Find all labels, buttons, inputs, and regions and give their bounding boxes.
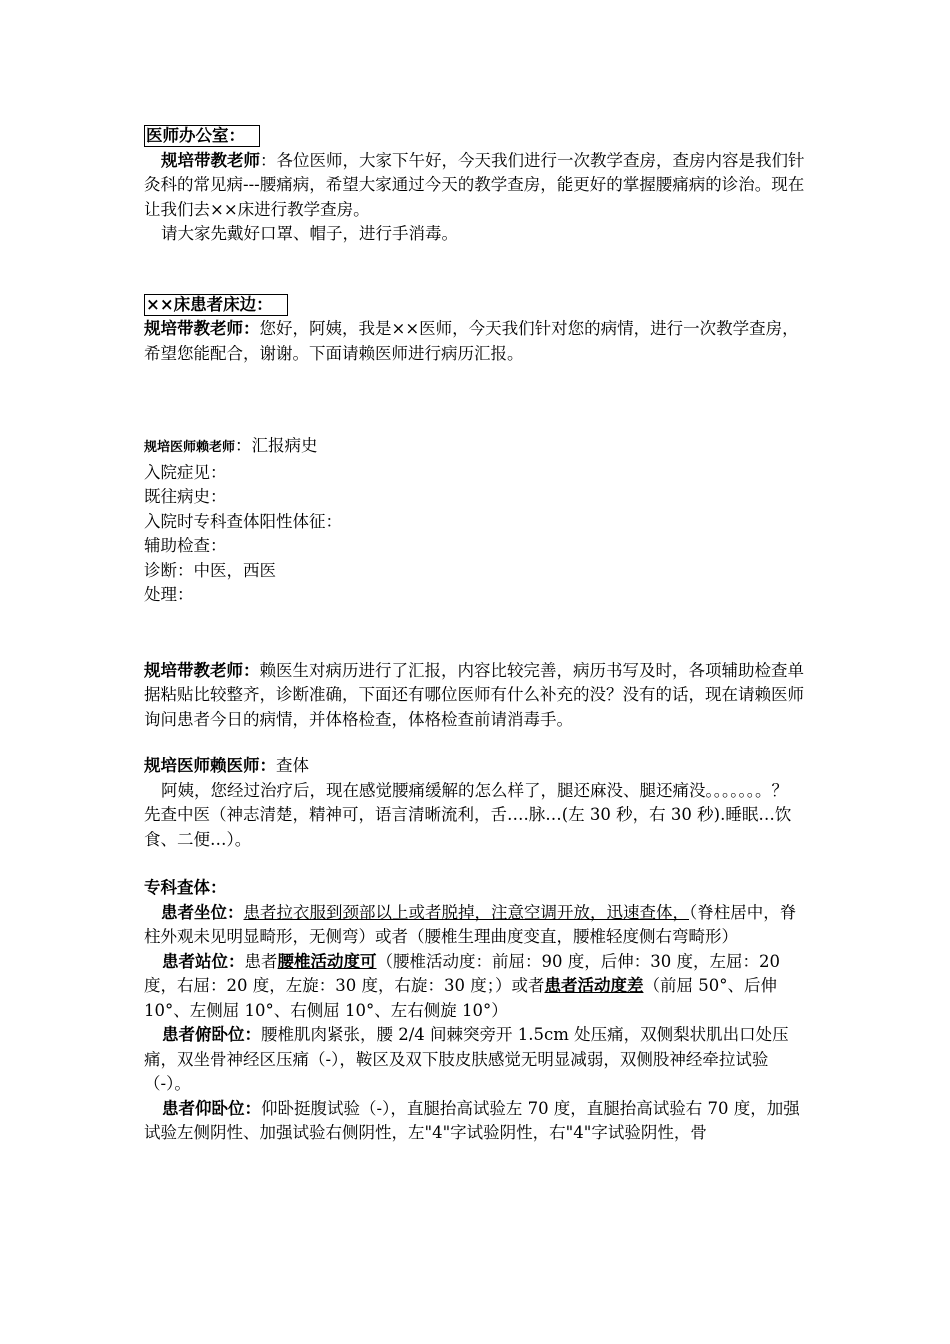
- patient-question: 阿姨，您经过治疗后，现在感觉腰痛缓解的怎么样了，腿还麻没、腿还痛没。。。。。。。？: [161, 780, 788, 800]
- standing-label: 患者站位：: [162, 951, 245, 971]
- report-title-text: ：汇报病史: [235, 436, 318, 455]
- sitting-label: 患者坐位：: [161, 902, 244, 922]
- office-section: [144, 124, 810, 149]
- report-item: 诊断：中医，西医: [144, 560, 276, 580]
- exam-standing: [144, 950, 810, 1024]
- document-page: [144, 124, 810, 1146]
- standing-mid: （腰椎活动度：前屈：90 度，后伸：30 度，左屈：20 度，右屈：20 度，左旋：30 度，右旋：30 度；）或者: [144, 951, 780, 995]
- report-item: 入院时专科查体阳性体征：: [144, 511, 342, 531]
- teacher-comment: [144, 659, 810, 733]
- standing-good: 腰椎活动度可: [277, 951, 377, 971]
- report-title: [144, 434, 810, 461]
- teacher-label: 规培带教老师：: [144, 660, 260, 680]
- teacher-label: 规培带教老师: [161, 150, 260, 170]
- report-item: 处理：: [144, 585, 194, 604]
- resident-label: 规培医师赖老师: [144, 440, 236, 455]
- report-item: 入院症见：: [144, 462, 227, 482]
- teacher-intro: [144, 149, 810, 223]
- office-heading: 医师办公室：: [144, 125, 260, 147]
- teacher-intro-text: ：各位医师，大家下午好，今天我们进行一次教学查房，查房内容是我们针灸科的常见病---腰痛病，希望大家通过今天的教学查房，能更好的掌握腰痛病的诊治。现在让我们去××床进行教学查房。: [144, 150, 805, 219]
- standing-pre: 患者: [244, 951, 278, 971]
- bedside-section: [144, 293, 810, 318]
- exam-title-text: 查体: [276, 756, 309, 775]
- prone-label: 患者俯卧位：: [162, 1025, 261, 1044]
- supine-label: 患者仰卧位：: [162, 1098, 261, 1118]
- standing-poor: 患者活动度差: [544, 976, 644, 995]
- report-item: 辅助检查：: [144, 536, 227, 555]
- report-item: 既往病史：: [144, 487, 227, 506]
- supine-findings: 仰卧挺腹试验（-），直腿抬高试验左 70 度，直腿抬高试验右 70 度，加强试验左侧阴性、加强试验右侧阴性，左"4"字试验阴性，右"4"字试验阴性，骨: [144, 1098, 800, 1142]
- teacher-bedside: [144, 317, 810, 366]
- exam-supine: [144, 1097, 810, 1146]
- tcm-exam: 先查中医（神志清楚，精神可，语言清晰流利，舌….脉…(左 30 秒，右 30 秒).睡眠…饮食、二便…）。: [144, 805, 792, 849]
- prone-findings: 腰椎肌肉紧张，腰 2/4 间棘突旁开 1.5cm 处压痛，双侧梨状肌出口处压痛，双坐骨神经区压痛（-），鞍区及双下肢皮肤感觉无明显减弱，双侧股神经牵拉试验（-）。: [144, 1025, 789, 1093]
- specialist-exam-heading: 专科查体：: [144, 878, 227, 897]
- teacher-bedside-text: 您好，阿姨，我是××医师，今天我们针对您的病情，进行一次教学查房，希望您能配合，谢谢。下面请赖医师进行病历汇报。: [144, 319, 799, 363]
- hygiene-instruction: 请大家先戴好口罩、帽子，进行手消毒。: [161, 224, 458, 243]
- exam-prone: [144, 1023, 810, 1097]
- sitting-findings: （脊柱居中，脊柱外观未见明显畸形，无侧弯）或者（腰椎生理曲度变直，腰椎轻度侧右弯畸形）: [144, 902, 797, 946]
- exam-title: [144, 754, 810, 779]
- standing-post: （前屈 50°、后伸 10°、左侧屈 10°、右侧屈 10°、左右侧旋 10°）: [144, 976, 777, 1020]
- exam-sitting: [144, 901, 810, 950]
- teacher-comment-text: 赖医生对病历进行了汇报，内容比较完善，病历书写及时，各项辅助检查单据粘贴比较整齐，诊断准确，下面还有哪位医师有什么补充的没？没有的话，现在请赖医师询问患者今日的病情，并体格检查，体格检查前请消毒手。: [144, 660, 804, 729]
- bedside-heading: ××床患者床边：: [144, 294, 288, 316]
- sitting-instruction: 患者拉衣服到颈部以上或者脱掉，注意空调开放，迅速查体，: [243, 902, 689, 922]
- teacher-label: 规培带教老师：: [144, 319, 260, 338]
- resident-label: 规培医师赖医师：: [144, 756, 276, 775]
